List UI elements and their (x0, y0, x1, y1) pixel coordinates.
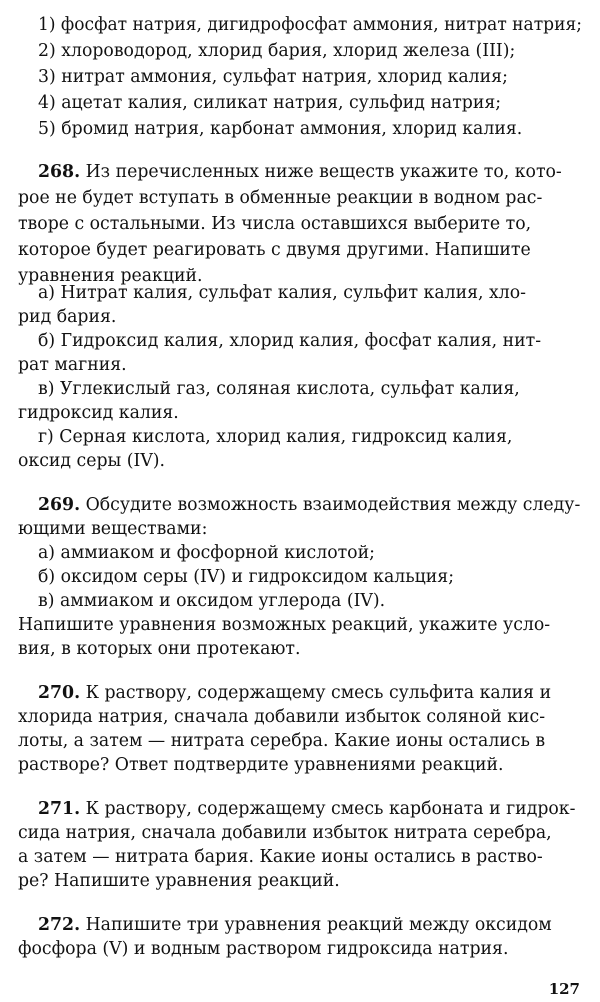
problem-text: Напишите уравнения возможных реакций, укажите усло- (18, 615, 551, 635)
problem-270-first-line (38, 682, 551, 706)
problem-number: 270. (38, 683, 81, 703)
problem-268-first-line (38, 161, 562, 185)
option-v-cont: гидроксид калия. (18, 403, 179, 423)
problem-text: которое будет реагировать с двумя другими. Напишите (18, 240, 531, 260)
list-item: 3) нитрат аммония, сульфат натрия, хлорид калия; (38, 67, 508, 87)
option-g: г) Серная кислота, хлорид калия, гидроксид калия, (38, 427, 513, 447)
problem-text: уравнения реакций. (18, 266, 203, 286)
option-v: в) Углекислый газ, соляная кислота, сульфат калия, (38, 379, 520, 399)
list-item: 1) фосфат натрия, дигидрофосфат аммония, нитрат натрия; (38, 15, 582, 35)
list-item: 2) хлороводород, хлорид бария, хлорид железа (III); (38, 41, 516, 61)
problem-number: 268. (38, 162, 81, 182)
option-b: б) Гидроксид калия, хлорид калия, фосфат калия, нит- (38, 331, 542, 351)
problem-text: сида натрия, сначала добавили избыток нитрата серебра, (18, 823, 552, 843)
problem-text: Напишите три уравнения реакций между оксидом (85, 915, 552, 935)
option-a: а) Нитрат калия, сульфат калия, сульфит калия, хло- (38, 283, 526, 303)
option-a-cont: рид бария. (18, 307, 117, 327)
problem-269-first-line (38, 494, 580, 518)
problem-text: ющими веществами: (18, 519, 208, 539)
problem-text: вия, в которых они протекают. (18, 639, 301, 659)
list-item: 5) бромид натрия, карбонат аммония, хлорид калия. (38, 119, 523, 139)
option-a: а) аммиаком и фосфорной кислотой; (38, 543, 375, 563)
problem-text: ре? Напишите уравнения реакций. (18, 871, 340, 891)
problem-text: рое не будет вступать в обменные реакции в водном рас- (18, 188, 543, 208)
problem-text: лоты, а затем — нитрата серебра. Какие ионы остались в (18, 731, 546, 751)
problem-272-first-line (38, 914, 552, 938)
list-item: 4) ацетат калия, силикат натрия, сульфид натрия; (38, 93, 502, 113)
problem-number: 272. (38, 915, 81, 935)
problem-text: растворе? Ответ подтвердите уравнениями реакций. (18, 755, 504, 775)
problem-271-first-line (38, 798, 575, 822)
problem-text: К раствору, содержащему смесь сульфита калия и (85, 683, 552, 703)
problem-text: Обсудите возможность взаимодействия между следу- (85, 495, 581, 515)
problem-text: Из перечисленных ниже веществ укажите то, кото- (85, 162, 562, 182)
problem-text: К раствору, содержащему смесь карбоната и гидрок- (85, 799, 576, 819)
problem-text: творе с остальными. Из числа оставшихся выберите то, (18, 214, 532, 234)
problem-text: фосфора (V) и водным раствором гидроксида натрия. (18, 939, 509, 959)
option-b: б) оксидом серы (IV) и гидроксидом кальция; (38, 567, 455, 587)
problem-number: 271. (38, 799, 81, 819)
problem-number: 269. (38, 495, 81, 515)
problem-text: а затем — нитрата бария. Какие ионы остались в раство- (18, 847, 543, 867)
page-number: 127 (548, 980, 580, 998)
option-b-cont: рат магния. (18, 355, 127, 375)
problem-text: хлорида натрия, сначала добавили избыток соляной кис- (18, 707, 546, 727)
option-v: в) аммиаком и оксидом углерода (IV). (38, 591, 386, 611)
option-g-cont: оксид серы (IV). (18, 451, 166, 471)
